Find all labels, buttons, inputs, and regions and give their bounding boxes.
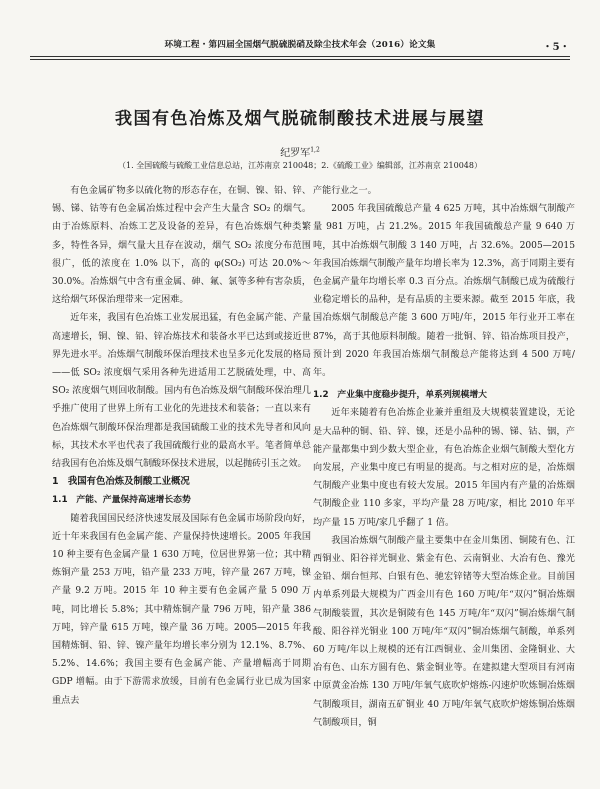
left-column — [52, 182, 311, 710]
paragraph: 随着我国国民经济快速发展及国际有色金属市场阶段向好，近十年来我国有色金属产能、产量保持快速增长。2005 年我国 10 种主要有色金属产量 1 630 万吨，位居世界第一位；其中精炼铜产量 253 万吨，铅产量 233 万吨，锌产量 267 万吨，镍产量 9.2 万吨。2015 年 10 种主要有色金属产量 5 090 万吨，同比增长 5.8%；其中精炼铜产量 796 万吨，铅产量 386 万吨，锌产量 615 万吨，镍产量 36 万吨。2005—2015 年我国精炼铜、铅、锌、镍产量年均增长率分别为 12.1%、8.7%、5.2%、14.6%；我国主要有色金属产能、产量增幅高于同期 GDP 增幅。由于下游需求放缓，目前有色金属行业已成为国家重点去 — [52, 513, 311, 706]
header-rule-bottom — [30, 59, 570, 60]
paragraph-continuation: 产能行业之一。 — [313, 186, 377, 196]
paragraph: 有色金属矿物多以硫化物的形态存在，在铜、镍、铅、锌、锡、锑、钴等有色金属冶炼过程中会产生大量含 SO₂ 的烟气。由于冶炼原料、冶炼工艺及设备的差异，有色冶炼烟气种类繁多，特性各异，烟气量大且存在波动，烟气 SO₂ 浓度分布范围很广，低的浓度在 1.0% 以下，高的 φ(SO₂) 可达 20.0%～30.0%。冶炼烟气中含有重金属、砷、氟、氯等多种有害杂质，这给烟气环保治理带来一定困难。 — [52, 186, 311, 306]
running-title: 环境工程・第四届全国烟气脱硫脱硝及除尘技术年会（2016）论文集 — [164, 40, 436, 50]
header-rule-top — [30, 56, 570, 57]
running-header — [30, 38, 570, 54]
paragraph: 2005 年我国硫酸总产量 4 625 万吨，其中冶炼烟气制酸产量 981 万吨，占 21.2%。2015 年我国硫酸总产量 9 640 万吨，其中冶炼烟气制酸 3 140 万吨，占 32.6%。2005—2015 年我国冶炼烟气制酸产量年均增长率为 12.3%，高于同期主要有色金属产量年均增长率 0.3 百分点。冶炼烟气制酸已成为硫酸行业稳定增长的品种，是有品质的主要来源。截至 2015 年底，我国冶炼烟气制酸总产能 3 600 万吨/年，2015 年行业开工率在 87%，高于其他原料制酸。随着一批铜、锌、铅冶炼项目投产，预计到 2020 年我国冶炼烟气制酸总产能将达到 4 500 万吨/年。 — [313, 204, 575, 379]
subsection-heading: 1.1 产能、产量保持高速增长态势 — [52, 495, 191, 506]
right-column — [313, 182, 575, 732]
paragraph: 近年来，我国有色冶炼工业发展迅猛，有色金属产能、产量高速增长，铜、镍、铅、锌冶炼技术和装备水平已达到或接近世界先进水平。冶炼烟气制酸环保治理技术也呈多元化发展的格局——低 SO₂ 浓度烟气采用各种先进适用工艺脱硫处理，中、高 SO₂ 浓度烟气则回收制酸。国内有色冶炼及烟气制酸环保治理几乎推广使用了世界上所有工业化的先进技术和装备；一直以来有色冶炼烟气制酸环保治理都是我国硫酸工业的技术先导者和风向标，其技术水平也代表了我国硫酸行业的最高水平。笔者简单总结我国有色冶炼及烟气制酸环保技术进展，以起抛砖引玉之效。 — [52, 313, 311, 470]
paper-title: 我国有色冶炼及烟气脱硫制酸技术进展与展望 — [115, 109, 485, 129]
author-line — [0, 144, 600, 159]
paragraph: 我国冶炼烟气制酸产量主要集中在金川集团、铜陵有色、江西铜业、阳谷祥光铜业、紫金有色、云南铜业、大冶有色、豫光金铅、烟台恒邦、白银有色、驰宏锌锗等大型冶炼企业。目前国内单系列最大规模为广西金川有色 160 万吨/年“双闪”铜冶炼烟气制酸装置，其次是铜陵有色 145 万吨/年“双闪”铜冶炼烟气制酸、阳谷祥光铜业 100 万吨/年“双闪”铜冶炼烟气制酸，单系列 60 万吨/年以上规模的还有江西铜业、金川集团、金隆铜业、大冶有色、山东方圆有色、紫金铜业等。在建拟建大型项目有河南中原黄金冶炼 130 万吨/年氧气底吹炉熔炼-闪速炉吹炼铜冶炼烟气制酸项目，湖南五矿铜业 40 万吨/年氧气底吹炉熔炼铜冶炼烟气制酸项目，铜 — [313, 535, 575, 728]
section-heading: 1 我国有色冶炼及制酸工业概况 — [52, 476, 190, 488]
subsection-heading: 1.2 产业集中度稳步提升，单系列规模增大 — [313, 390, 487, 401]
author-name: 纪罗军 — [280, 148, 311, 159]
paragraph: 近年来随着有色冶炼企业兼并重组及大规模装置建设，无论是大品种的铜、铅、锌、镍，还是小品种的锡、锑、钴、铟，产能产量都集中到少数大型企业，有色冶炼企业烟气制酸大型化方向发展，产业集中度已有明显的提高。与之相对应的是，冶炼烟气制酸产业集中度也有较大发展。2015 年国内有产量的冶炼烟气制酸企业 110 多家，平均产量 28 万吨/家，相比 2010 年平均产量 15 万吨/家几乎翻了 1 倍。 — [313, 408, 575, 528]
affiliation: （1. 全国硫酸与硫酸工业信息总站，江苏南京 210048；2.《硫酸工业》编辑部，江苏南京 210048） — [118, 161, 482, 170]
page-number: ・5・ — [542, 42, 570, 53]
author-affiliation-markers: 1,2 — [310, 146, 320, 154]
